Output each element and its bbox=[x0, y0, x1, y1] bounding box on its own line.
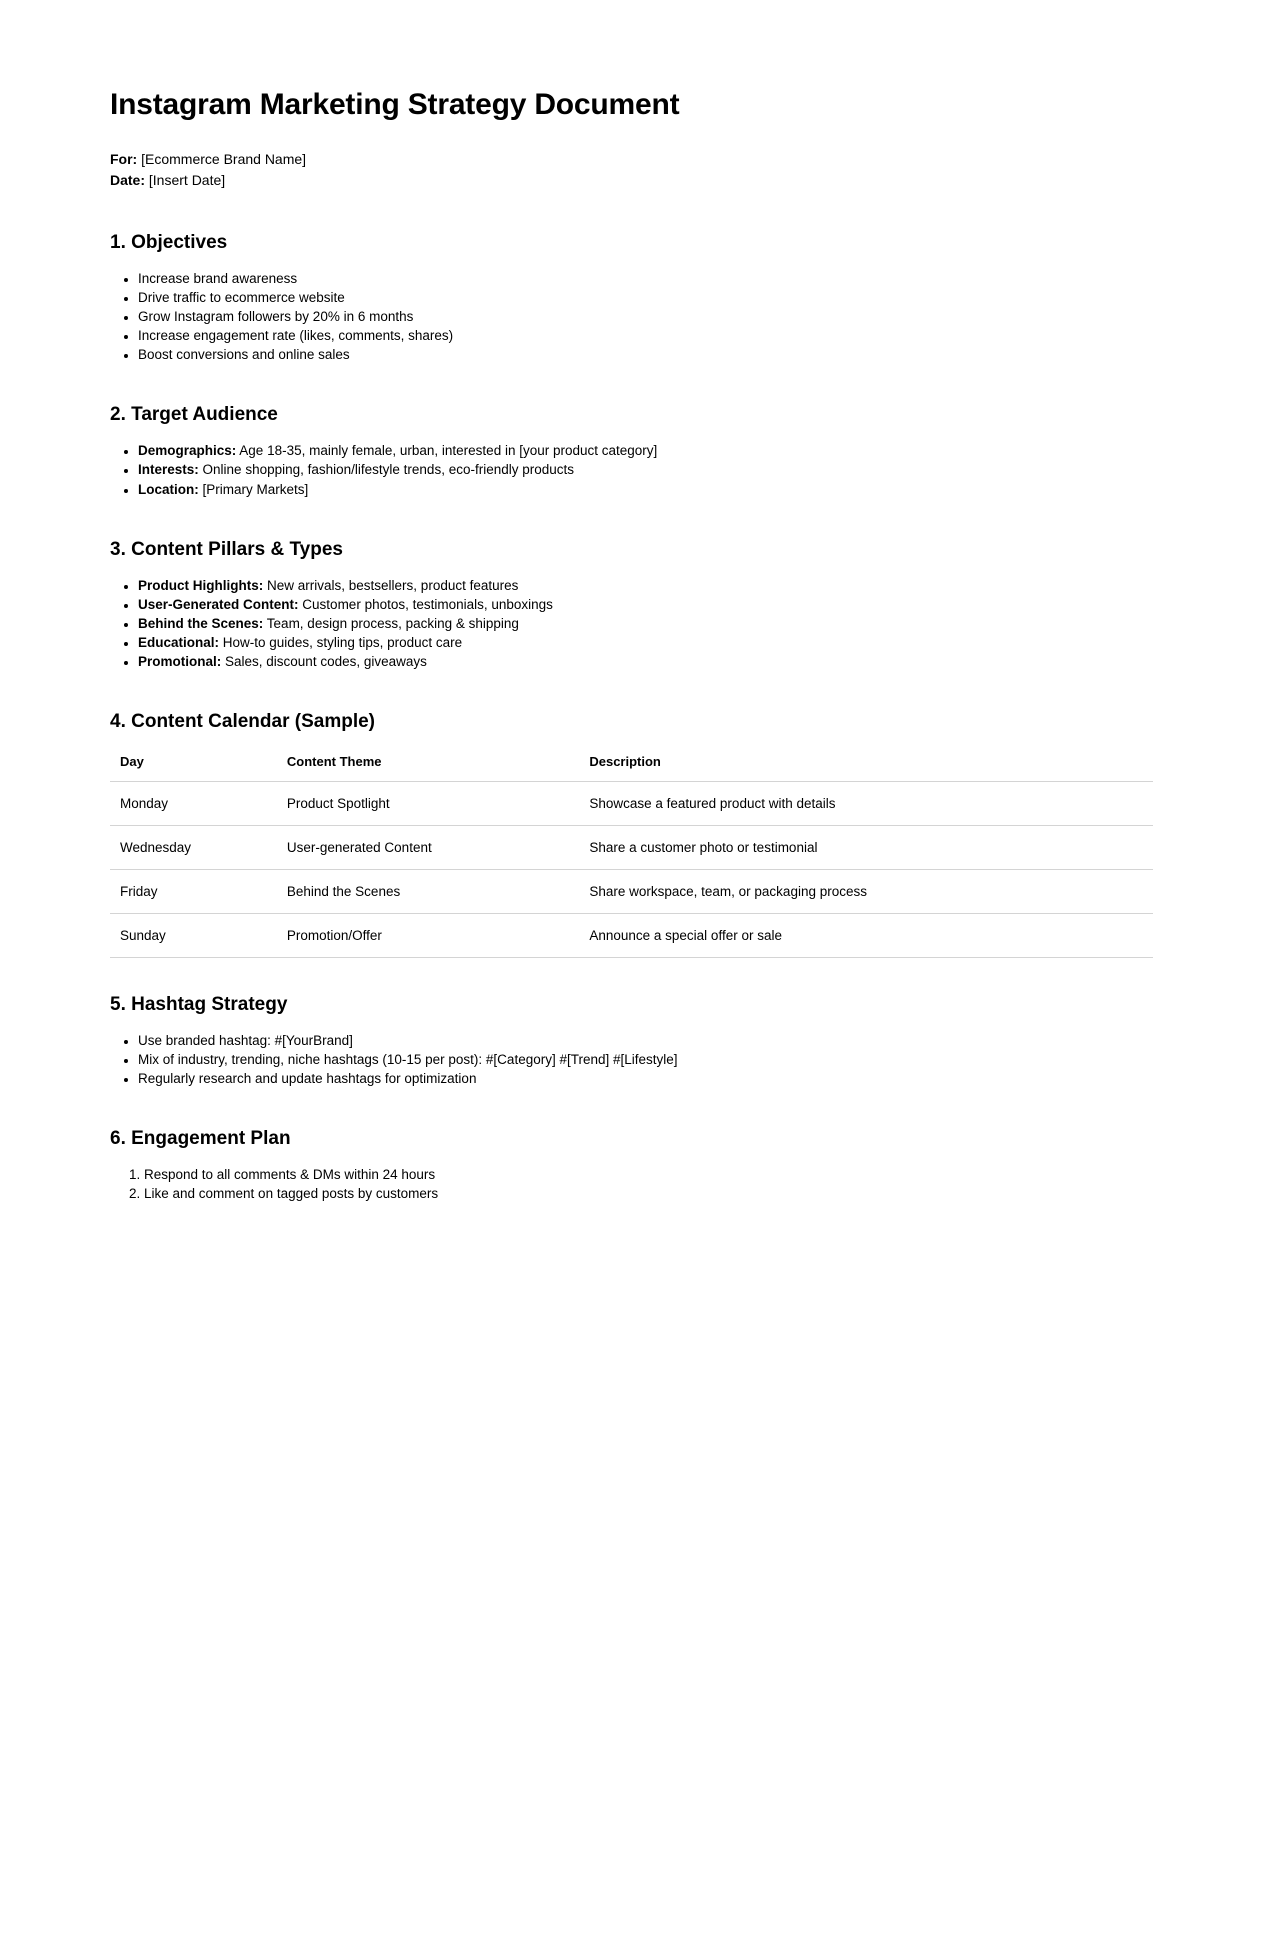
list-item: • Mix of industry, trending, niche hashtags (10-15 per post): #[Category] #[Trend] #[Lifestyle] bbox=[138, 1050, 1153, 1069]
list-item-text: Sales, discount codes, giveaways bbox=[225, 654, 427, 670]
list-item-label: Location: bbox=[138, 481, 199, 497]
list-item-label: Promotional: bbox=[138, 654, 222, 670]
document-meta bbox=[110, 149, 1153, 192]
list-item-text: [Primary Markets] bbox=[202, 481, 309, 497]
cell-day: Wednesday bbox=[110, 826, 277, 870]
section-target-audience bbox=[110, 404, 1153, 498]
list-item: • Regularly research and update hashtags for optimization bbox=[138, 1069, 1153, 1088]
section-heading-hashtag-strategy: 5. Hashtag Strategy bbox=[110, 994, 288, 1016]
list-item-text: New arrivals, bestsellers, product features bbox=[267, 577, 519, 593]
section-heading-target-audience: 2. Target Audience bbox=[110, 404, 278, 426]
cell-theme: User-generated Content bbox=[277, 826, 579, 870]
list-item-text: Customer photos, testimonials, unboxings bbox=[302, 596, 553, 612]
list-item: • Boost conversions and online sales bbox=[138, 345, 1153, 364]
section-content-pillars bbox=[110, 539, 1153, 672]
spacer bbox=[110, 364, 1153, 404]
table-header bbox=[110, 748, 1153, 782]
section-engagement-plan bbox=[110, 1128, 1153, 1203]
list-item bbox=[138, 595, 1153, 614]
list-item bbox=[138, 441, 1153, 460]
list-item-label: Interests: bbox=[138, 462, 199, 478]
cell-description: Share workspace, team, or packaging process bbox=[579, 870, 1153, 914]
spacer bbox=[110, 192, 1153, 232]
list-item bbox=[138, 633, 1153, 652]
list-item: • Increase engagement rate (likes, comments, shares) bbox=[138, 326, 1153, 345]
column-header-description: Description bbox=[579, 748, 1153, 782]
objectives-list bbox=[110, 269, 1153, 365]
section-hashtag-strategy bbox=[110, 994, 1153, 1088]
spacer bbox=[110, 1088, 1153, 1128]
list-item bbox=[138, 614, 1153, 633]
meta-value-date: [Insert Date] bbox=[148, 172, 226, 189]
content-pillars-list bbox=[110, 576, 1153, 672]
cell-theme: Product Spotlight bbox=[277, 782, 579, 826]
cell-description: Announce a special offer or sale bbox=[579, 914, 1153, 958]
cell-day: Monday bbox=[110, 782, 277, 826]
section-heading-content-calendar: 4. Content Calendar (Sample) bbox=[110, 711, 375, 733]
list-item bbox=[138, 652, 1153, 671]
cell-theme: Behind the Scenes bbox=[277, 870, 579, 914]
column-header-content-theme: Content Theme bbox=[277, 748, 579, 782]
list-item-text: Team, design process, packing & shipping bbox=[266, 615, 519, 631]
table-row bbox=[110, 782, 1153, 826]
target-audience-list bbox=[110, 441, 1153, 498]
section-content-calendar bbox=[110, 711, 1153, 958]
list-item-label: Behind the Scenes: bbox=[138, 615, 264, 631]
list-item: • Drive traffic to ecommerce website bbox=[138, 288, 1153, 307]
meta-value-for: [Ecommerce Brand Name] bbox=[141, 150, 307, 167]
meta-label-date: Date: bbox=[110, 172, 146, 189]
table-row bbox=[110, 826, 1153, 870]
section-heading-objectives: 1. Objectives bbox=[110, 231, 228, 253]
list-item-text: How-to guides, styling tips, product care bbox=[222, 634, 463, 650]
list-item bbox=[138, 480, 1153, 499]
list-item bbox=[138, 460, 1153, 479]
cell-day: Sunday bbox=[110, 914, 277, 958]
table-row bbox=[110, 870, 1153, 914]
hashtag-strategy-list bbox=[110, 1031, 1153, 1088]
table-row bbox=[110, 914, 1153, 958]
list-item-text: Age 18-35, mainly female, urban, interested in [your product category] bbox=[239, 443, 658, 459]
cell-description: Share a customer photo or testimonial bbox=[579, 826, 1153, 870]
list-item: 1. Respond to all comments & DMs within 24 hours bbox=[144, 1165, 1153, 1184]
spacer bbox=[110, 958, 1153, 994]
table-body bbox=[110, 782, 1153, 958]
cell-day: Friday bbox=[110, 870, 277, 914]
meta-label-for: For: bbox=[110, 150, 138, 167]
section-heading-content-pillars: 3. Content Pillars & Types bbox=[110, 538, 343, 560]
cell-theme: Promotion/Offer bbox=[277, 914, 579, 958]
list-item: • Increase brand awareness bbox=[138, 269, 1153, 288]
list-item bbox=[138, 576, 1153, 595]
section-heading-engagement-plan: 6. Engagement Plan bbox=[110, 1128, 291, 1150]
table-header-row bbox=[110, 748, 1153, 782]
list-item: 2. Like and comment on tagged posts by customers bbox=[144, 1184, 1153, 1203]
section-objectives bbox=[110, 232, 1153, 365]
list-item-label: User-Generated Content: bbox=[138, 596, 299, 612]
cell-description: Showcase a featured product with details bbox=[579, 782, 1153, 826]
spacer bbox=[110, 671, 1153, 711]
list-item-label: Educational: bbox=[138, 634, 220, 650]
meta-line-for bbox=[110, 149, 1153, 171]
page-title: Instagram Marketing Strategy Document bbox=[110, 88, 680, 121]
list-item: • Use branded hashtag: #[YourBrand] bbox=[138, 1031, 1153, 1050]
list-item: • Grow Instagram followers by 20% in 6 months bbox=[138, 307, 1153, 326]
list-item-text: Online shopping, fashion/lifestyle trends, eco-friendly products bbox=[202, 462, 575, 478]
engagement-plan-list bbox=[110, 1165, 1153, 1203]
list-item-label: Product Highlights: bbox=[138, 577, 264, 593]
content-calendar-table bbox=[110, 748, 1153, 958]
spacer bbox=[110, 499, 1153, 539]
list-item-label: Demographics: bbox=[138, 443, 237, 459]
meta-line-date bbox=[110, 170, 1153, 192]
column-header-day: Day bbox=[110, 748, 277, 782]
